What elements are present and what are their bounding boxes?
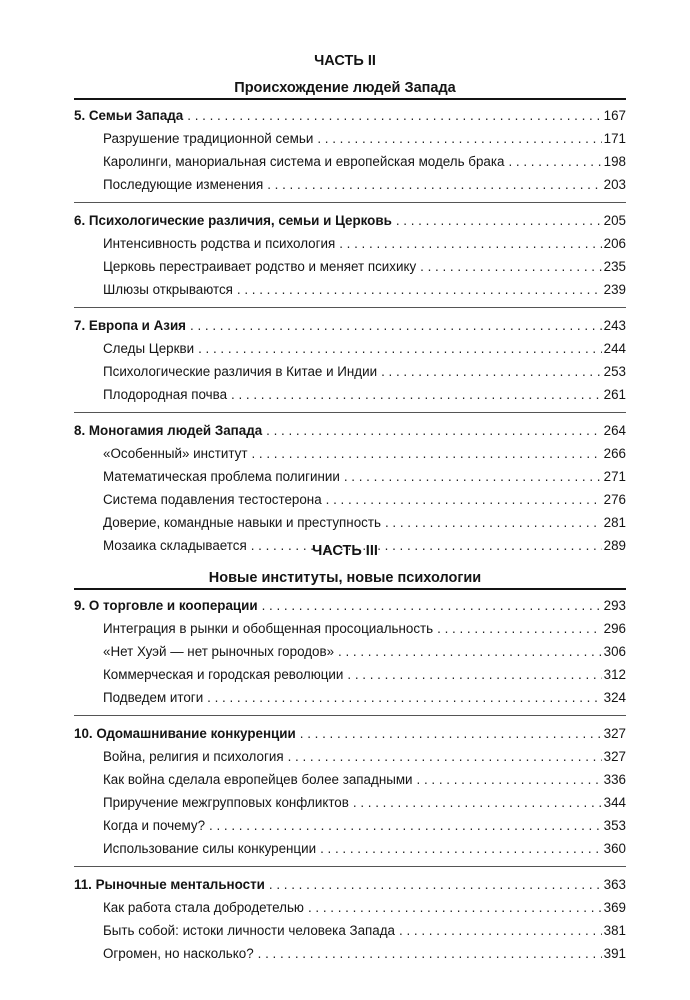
section-entry-title: Использование силы конкуренции xyxy=(103,841,317,856)
dot-leader xyxy=(237,278,602,301)
part-2-header xyxy=(0,52,690,97)
dot-leader xyxy=(317,127,601,150)
chapter-entry xyxy=(74,873,626,896)
dot-leader xyxy=(338,640,602,663)
chapter-divider xyxy=(74,202,626,203)
part-3-title: Новые институты, новые психологии xyxy=(208,570,482,586)
section-entry xyxy=(74,837,626,860)
dot-leader xyxy=(420,255,601,278)
section-entry-page-number: 266 xyxy=(603,446,626,461)
section-entry xyxy=(74,442,626,465)
section-entry-page-number: 369 xyxy=(603,900,626,915)
section-entry-page-number: 261 xyxy=(603,387,626,402)
section-entry-page-number: 271 xyxy=(603,469,626,484)
section-entry xyxy=(74,640,626,663)
section-entry-title: Подведем итоги xyxy=(103,690,204,705)
part-3-header xyxy=(0,542,690,587)
section-entry-title: Приручение межгрупповых конфликтов xyxy=(103,795,349,810)
section-entry-page-number: 336 xyxy=(603,772,626,787)
section-entry xyxy=(74,383,626,406)
section-entry xyxy=(74,488,626,511)
chapter-entry xyxy=(74,104,626,127)
dot-leader xyxy=(209,814,602,837)
dot-leader xyxy=(231,383,602,406)
section-entry xyxy=(74,942,626,965)
dot-leader xyxy=(262,594,602,617)
section-entry-page-number: 198 xyxy=(603,154,626,169)
chapter-divider xyxy=(74,866,626,867)
section-entry xyxy=(74,173,626,196)
section-entry-title: Каролинги, манориальная система и европейская модель брака xyxy=(103,154,505,169)
dot-leader xyxy=(300,722,602,745)
dot-leader xyxy=(353,791,602,814)
chapter-divider xyxy=(74,715,626,716)
section-entry-title: Система подавления тестостерона xyxy=(103,492,322,507)
chapter-entry-title: 6. Психологические различия, семьи и Церковь xyxy=(74,213,392,228)
dot-leader xyxy=(347,663,601,686)
part-2-label: ЧАСТЬ II xyxy=(314,53,376,69)
section-entry-page-number: 360 xyxy=(603,841,626,856)
chapter-divider xyxy=(74,307,626,308)
section-entry-title: Церковь перестраивает родство и меняет психику xyxy=(103,259,417,274)
section-entry-title: Мозаика складывается xyxy=(103,538,247,553)
chapter-entry-title: 10. Одомашнивание конкуренции xyxy=(74,726,296,741)
section-entry-page-number: 391 xyxy=(603,946,626,961)
chapter-entry-page-number: 327 xyxy=(603,726,626,741)
section-entry xyxy=(74,896,626,919)
part-2-title: Происхождение людей Запада xyxy=(234,80,456,96)
section-entry xyxy=(74,791,626,814)
section-entry-title: Последующие изменения xyxy=(103,177,264,192)
dot-leader xyxy=(385,511,602,534)
chapter-block xyxy=(74,209,626,301)
section-entry-page-number: 381 xyxy=(603,923,626,938)
dot-leader xyxy=(187,104,601,127)
section-entry-title: Как работа стала добродетелью xyxy=(103,900,304,915)
dot-leader xyxy=(190,314,602,337)
section-entry-page-number: 253 xyxy=(603,364,626,379)
dot-leader xyxy=(258,942,602,965)
section-entry-title: Следы Церкви xyxy=(103,341,195,356)
chapter-entry-page-number: 205 xyxy=(603,213,626,228)
dot-leader xyxy=(417,768,602,791)
section-entry-page-number: 306 xyxy=(603,644,626,659)
dot-leader xyxy=(508,150,601,173)
dot-leader xyxy=(339,232,601,255)
chapter-entry-title: 9. О торговле и кооперации xyxy=(74,598,258,613)
section-entry-page-number: 281 xyxy=(603,515,626,530)
dot-leader xyxy=(399,919,602,942)
section-entry-page-number: 327 xyxy=(603,749,626,764)
dot-leader xyxy=(308,896,602,919)
section-entry xyxy=(74,663,626,686)
section-entry-page-number: 171 xyxy=(603,131,626,146)
section-entry xyxy=(74,511,626,534)
section-entry-page-number: 235 xyxy=(603,259,626,274)
section-entry-page-number: 276 xyxy=(603,492,626,507)
chapter-block xyxy=(74,722,626,860)
section-entry-page-number: 239 xyxy=(603,282,626,297)
section-entry-title: Шлюзы открываются xyxy=(103,282,233,297)
section-entry xyxy=(74,232,626,255)
chapter-entry-page-number: 167 xyxy=(603,108,626,123)
dot-leader xyxy=(251,442,601,465)
section-entry xyxy=(74,150,626,173)
section-entry-page-number: 206 xyxy=(603,236,626,251)
dot-leader xyxy=(396,209,602,232)
part-2-contents xyxy=(74,98,626,557)
chapter-entry-title: 11. Рыночные ментальности xyxy=(74,877,265,892)
chapter-entry-page-number: 264 xyxy=(603,423,626,438)
part-3-label: ЧАСТЬ III xyxy=(312,543,378,559)
section-entry-page-number: 353 xyxy=(603,818,626,833)
section-entry-page-number: 344 xyxy=(603,795,626,810)
section-entry xyxy=(74,278,626,301)
section-entry xyxy=(74,465,626,488)
dot-leader xyxy=(381,360,602,383)
section-entry-title: Война, религия и психология xyxy=(103,749,284,764)
dot-leader xyxy=(207,686,601,709)
section-entry-title: «Особенный» институт xyxy=(103,446,248,461)
section-entry-page-number: 296 xyxy=(603,621,626,636)
section-entry-page-number: 312 xyxy=(603,667,626,682)
section-entry-page-number: 203 xyxy=(603,177,626,192)
chapter-entry-title: 7. Европа и Азия xyxy=(74,318,186,333)
chapter-entry xyxy=(74,594,626,617)
section-entry xyxy=(74,337,626,360)
section-entry-title: Как война сделала европейцев более западными xyxy=(103,772,413,787)
section-entry-title: Математическая проблема полигинии xyxy=(103,469,340,484)
dot-leader xyxy=(198,337,602,360)
section-entry-title: Интеграция в рынки и обобщенная просоциальность xyxy=(103,621,434,636)
chapter-entry xyxy=(74,722,626,745)
section-entry xyxy=(74,127,626,150)
section-entry-page-number: 289 xyxy=(603,538,626,553)
section-entry xyxy=(74,686,626,709)
chapter-block xyxy=(74,873,626,965)
chapter-entry-page-number: 243 xyxy=(603,318,626,333)
chapter-block xyxy=(74,590,626,709)
section-entry-title: Огромен, но насколько? xyxy=(103,946,254,961)
section-entry-page-number: 244 xyxy=(603,341,626,356)
section-entry xyxy=(74,745,626,768)
section-entry-title: Доверие, командные навыки и преступность xyxy=(103,515,381,530)
section-entry-title: Плодородная почва xyxy=(103,387,228,402)
chapter-block xyxy=(74,314,626,406)
section-entry-title: Психологические различия в Китае и Индии xyxy=(103,364,378,379)
chapter-block xyxy=(74,419,626,557)
chapter-entry-page-number: 293 xyxy=(603,598,626,613)
section-entry-title: «Нет Хуэй — нет рыночных городов» xyxy=(103,644,335,659)
chapter-divider xyxy=(74,412,626,413)
dot-leader xyxy=(437,617,602,640)
section-entry-title: Когда и почему? xyxy=(103,818,206,833)
chapter-entry-title: 5. Семьи Запада xyxy=(74,108,184,123)
chapter-entry-title: 8. Моногамия людей Запада xyxy=(74,423,263,438)
section-entry xyxy=(74,768,626,791)
chapter-entry xyxy=(74,314,626,337)
section-entry xyxy=(74,360,626,383)
section-entry-title: Интенсивность родства и психология xyxy=(103,236,336,251)
dot-leader xyxy=(326,488,602,511)
chapter-entry xyxy=(74,209,626,232)
section-entry-page-number: 324 xyxy=(603,690,626,705)
dot-leader xyxy=(267,173,601,196)
section-entry xyxy=(74,617,626,640)
section-entry-title: Коммерческая и городская революции xyxy=(103,667,344,682)
section-entry-title: Быть собой: истоки личности человека Запада xyxy=(103,923,395,938)
section-entry-title: Разрушение традиционной семьи xyxy=(103,131,314,146)
section-entry xyxy=(74,255,626,278)
chapter-block xyxy=(74,100,626,196)
chapter-entry xyxy=(74,419,626,442)
dot-leader xyxy=(288,745,602,768)
part-3-contents xyxy=(74,588,626,965)
section-entry xyxy=(74,814,626,837)
dot-leader xyxy=(320,837,602,860)
chapter-entry-page-number: 363 xyxy=(603,877,626,892)
dot-leader xyxy=(269,873,602,896)
dot-leader xyxy=(344,465,602,488)
section-entry xyxy=(74,919,626,942)
dot-leader xyxy=(266,419,601,442)
